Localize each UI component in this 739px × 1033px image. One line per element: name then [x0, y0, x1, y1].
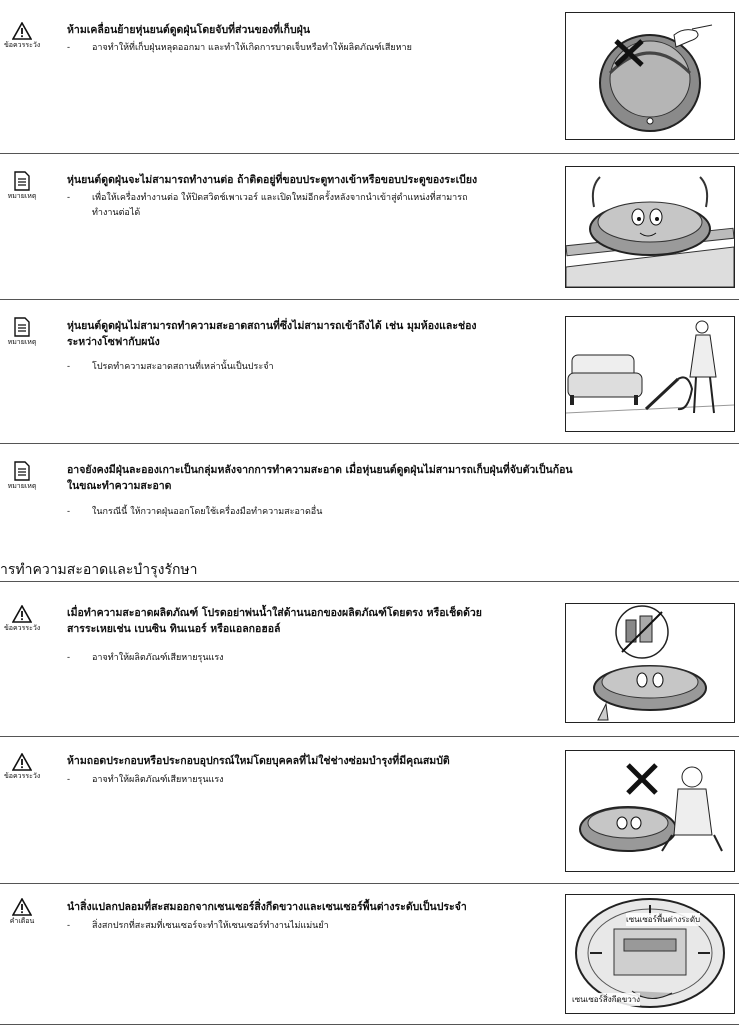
obstacle-sensor-label: เซนเซอร์สิ่งกีดขวาง: [572, 995, 641, 1004]
block-3-heading: หุ่นยนต์ดูดฝุ่นไม่สามารถทำความสะอาดสถานที่ซึ่งไม่สามารถเข้าถึงได้ เช่น มุมห้องและช่อง ระหว่างโซฟากับผนัง: [67, 320, 477, 348]
note-badge: [4, 461, 40, 491]
caution-badge: [4, 22, 40, 50]
note-icon: [14, 171, 30, 191]
divider: [0, 153, 739, 154]
divider: [0, 736, 739, 737]
block-5-heading: เมื่อทำความสะอาดผลิตภัณฑ์ โปรดอย่าพ่นน้ำใส่ด้านนอกของผลิตภัณฑ์โดยตรง หรือเช็ดด้วย สารระเหยเช่น เบนซิน ทินเนอร์ หรือแอลกอฮอล์: [67, 607, 482, 635]
block-6-bullet: - อาจทำให้ผลิตภัณฑ์เสียหายรุนแรง: [67, 775, 224, 785]
caution-label: ข้อควรระวัง: [4, 41, 41, 49]
divider: [0, 299, 739, 300]
block-7-heading: นำสิ่งแปลกปลอมที่สะสมออกจากเซนเซอร์สิ่งกีดขวางและเซนเซอร์พื้นต่างระดับเป็นประจำ: [67, 901, 467, 913]
section-divider: [0, 581, 739, 582]
note-label: หมายเหตุ: [7, 338, 37, 346]
sensor-location-illustration: [565, 894, 735, 1014]
caution-icon: [12, 753, 32, 771]
floor-sensor-label: เซนเซอร์พื้นต่างระดับ: [626, 915, 701, 924]
warning-label: คำเตือน: [9, 917, 35, 925]
note-badge: [4, 317, 40, 347]
block-7-bullet: - สิ่งสกปรกที่สะสมที่เซนเซอร์จะทำให้เซนเซอร์ทำงานไม่แม่นยำ: [67, 921, 329, 931]
note-label: หมายเหตุ: [7, 192, 37, 200]
vacuum-sofa-illustration: [565, 316, 735, 432]
block-2-bullet: - เพื่อให้เครื่องทำงานต่อ ให้ปิดสวิตช์เพาเวอร์ และเปิดใหม่อีกครั้งหลังจากนำเข้าสู่ตำแหน่งที่สามารถ ทำงานต่อได้: [67, 193, 468, 218]
caution-icon: [12, 605, 32, 623]
caution-icon: [12, 22, 32, 40]
note-icon: [14, 317, 30, 337]
block-3-bullet: - โปรดทำความสะอาดสถานที่เหล่านั้นเป็นประจำ: [67, 362, 274, 372]
divider: [0, 1024, 739, 1025]
robot-chemicals-illustration: [565, 603, 735, 723]
block-6-heading: ห้ามถอดประกอบหรือประกอบอุปกรณ์ใหม่โดยบุคคลที่ไม่ใช่ช่างซ่อมบำรุงที่มีคุณสมบัติ: [67, 755, 450, 767]
caution-badge: [4, 753, 40, 781]
robot-lift-illustration: [565, 12, 735, 140]
block-1-bullet: - อาจทำให้ที่เก็บฝุ่นหลุดออกมา และทำให้เกิดการบาดเจ็บหรือทำให้ผลิตภัณฑ์เสียหาย: [67, 43, 412, 53]
block-4-bullet: - ในกรณีนี้ ให้กวาดฝุ่นออกโดยใช้เครื่องมือทำความสะอาดอื่น: [67, 507, 323, 517]
warning-icon: [12, 898, 32, 916]
block-1-heading: ห้ามเคลื่อนย้ายหุ่นยนต์ดูดฝุ่นโดยจับที่ส่วนของที่เก็บฝุ่น: [67, 24, 310, 36]
warning-badge: [4, 898, 40, 926]
caution-label: ข้อควรระวัง: [4, 624, 41, 632]
note-icon: [14, 461, 30, 481]
block-4-heading: อาจยังคงมีฝุ่นละอองเกาะเป็นกลุ่มหลังจากการทำความสะอาด เมื่อหุ่นยนต์ดูดฝุ่นไม่สามารถเก็บฝุ่นที่จับตัวเป็นก้อน ในขณะทำความสะอาด: [67, 464, 573, 492]
divider: [0, 883, 739, 884]
divider: [0, 443, 739, 444]
section-title: ารทำความสะอาดและบำรุงรักษา: [0, 562, 198, 578]
caution-label: ข้อควรระวัง: [4, 772, 41, 780]
note-badge: [4, 171, 40, 201]
caution-badge: [4, 605, 40, 633]
block-2-heading: หุ่นยนต์ดูดฝุ่นจะไม่สามารถทำงานต่อ ถ้าติดอยู่ที่ขอบประตูทางเข้าหรือขอบประตูของระเบียง: [67, 174, 478, 186]
robot-disassembly-illustration: [565, 750, 735, 872]
block-5-bullet: - อาจทำให้ผลิตภัณฑ์เสียหายรุนแรง: [67, 653, 224, 663]
robot-threshold-illustration: [565, 166, 735, 288]
note-label: หมายเหตุ: [7, 482, 37, 490]
